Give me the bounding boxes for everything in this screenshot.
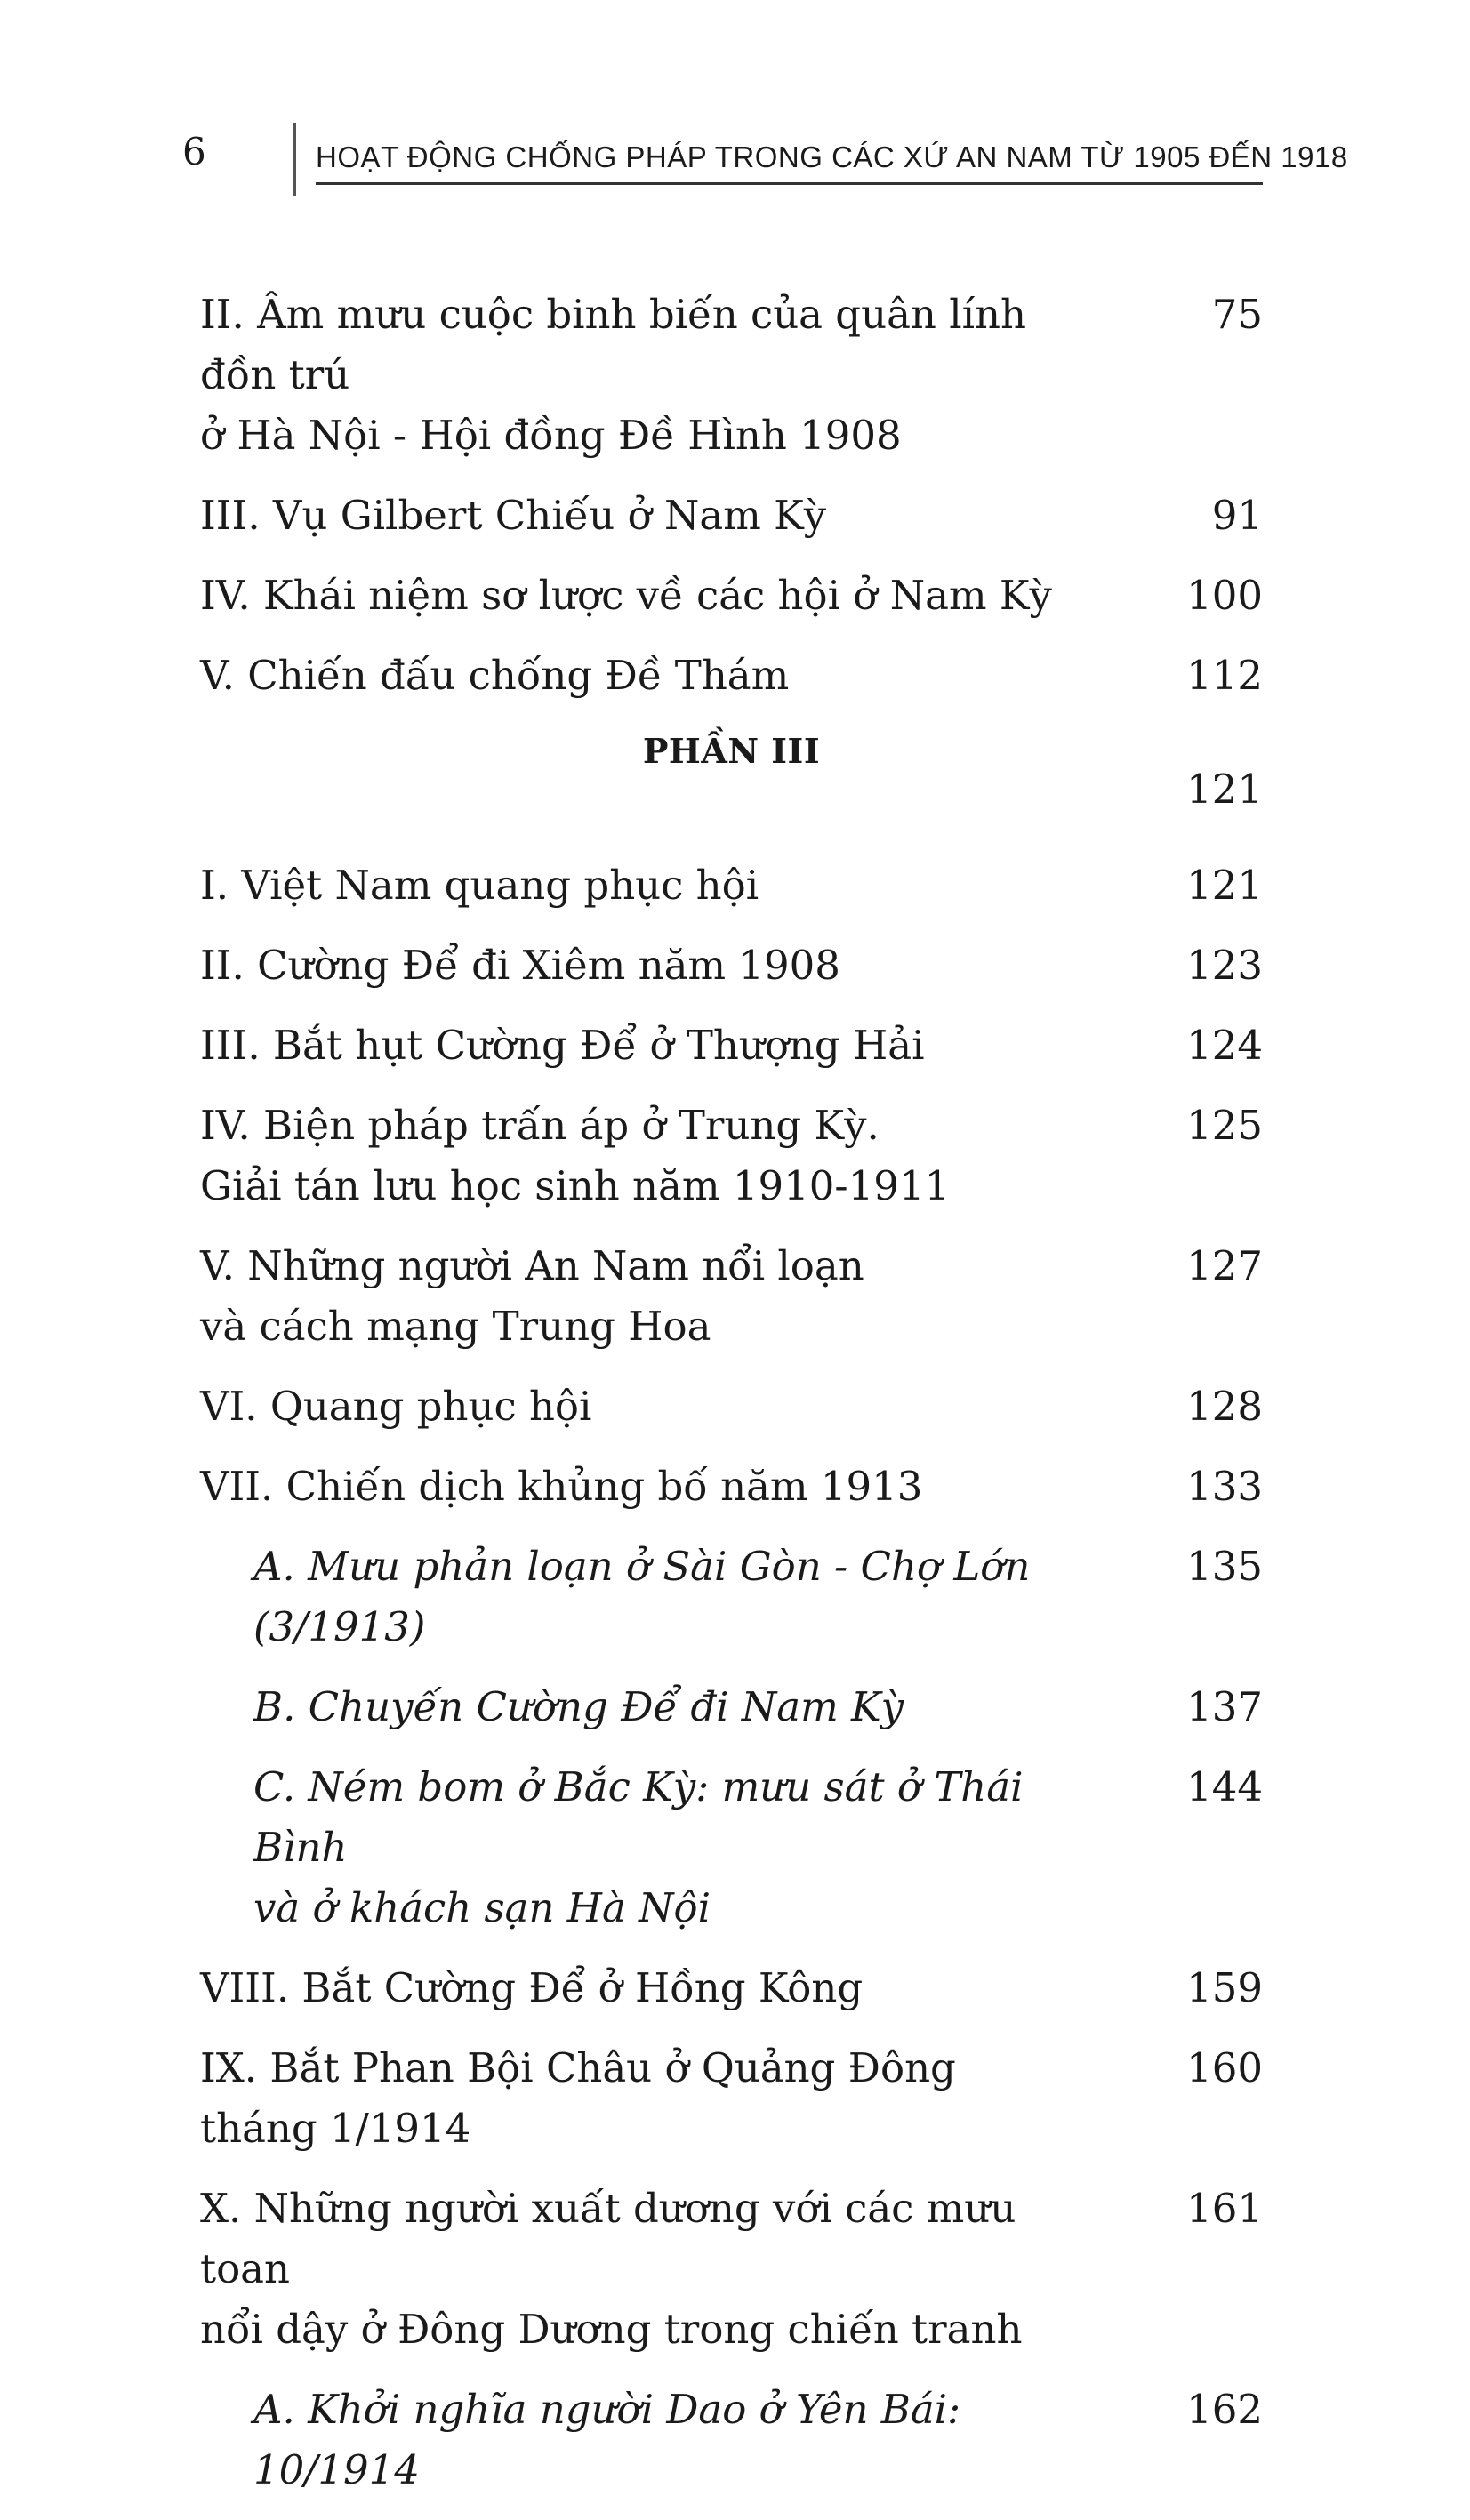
toc-entry-title-line: V. Chiến đấu chống Đề Thám [200, 652, 790, 699]
toc-entry-page: 135 [1186, 1543, 1263, 1590]
toc-entry-page: 144 [1186, 1763, 1263, 1810]
toc-entry-title-line: IV. Biện pháp trấn áp ở Trung Kỳ. [200, 1102, 880, 1149]
toc-entry-title [200, 1236, 1089, 1357]
toc-entry-title-line: IV. Khái niệm sơ lược về các hội ở Nam Kỳ [200, 572, 1052, 619]
toc-entry-title [200, 285, 1089, 466]
toc-entry-title [200, 1015, 1089, 1076]
toc-entry-page: 75 [1211, 291, 1263, 338]
page-number: 6 [182, 130, 206, 173]
toc-entry-title-line: VII. Chiến dịch khủng bố năm 1913 [200, 1463, 923, 1510]
toc-entries-after [200, 855, 1263, 2500]
header-underline [316, 182, 1263, 185]
toc-entry-title-line: III. Bắt hụt Cường Để ở Thượng Hải [200, 1022, 925, 1069]
toc-entry-page: 91 [1211, 492, 1263, 539]
toc-entry-title [200, 1958, 1089, 2018]
toc-entry-page: 100 [1186, 572, 1263, 619]
toc-entry-title-line: I. Việt Nam quang phục hội [200, 862, 759, 909]
toc-entry-title-line: nổi dậy ở Đông Dương trong chiến tranh [200, 2306, 1023, 2353]
toc-entry-title [200, 2038, 1089, 2159]
section-heading-label: PHẦN III [642, 731, 821, 771]
toc-entry-page: 112 [1186, 652, 1263, 699]
toc-entry-page: 123 [1186, 942, 1263, 989]
toc-entry-title [200, 1095, 1089, 1216]
toc-entry-page: 159 [1186, 1964, 1263, 2011]
toc-entry-title [200, 2179, 1089, 2360]
toc-entry [200, 1015, 1263, 1076]
toc-subentry [200, 2380, 1263, 2500]
toc-entry-title [200, 1677, 1089, 1738]
toc-entry-title-line: và cách mạng Trung Hoa [200, 1303, 711, 1350]
toc-entry-title [200, 2380, 1089, 2500]
toc-entry-title-line: X. Những người xuất dương với các mưu toan [200, 2185, 1016, 2292]
toc-entries-before [200, 285, 1263, 706]
toc-entry-title [200, 566, 1089, 626]
toc-entry [200, 935, 1263, 996]
toc-entry-title [200, 646, 1089, 706]
toc-entry-page: 124 [1186, 1022, 1263, 1069]
toc-entry-title-line: B. Chuyến Cường Để đi Nam Kỳ [253, 1683, 904, 1730]
toc-entry-title [200, 486, 1089, 546]
toc-entry-title [200, 1757, 1089, 1938]
toc-entry-title-line: tháng 1/1914 [200, 2105, 471, 2152]
toc-entry [200, 855, 1263, 916]
toc-entry [200, 1236, 1263, 1357]
toc-entry-title [200, 1376, 1089, 1437]
toc-entry-title-line: III. Vụ Gilbert Chiếu ở Nam Kỳ [200, 492, 827, 539]
toc-entry [200, 566, 1263, 626]
toc-entry-title-line: II. Âm mưu cuộc binh biến của quân lính đồn trú [200, 291, 1026, 398]
toc-entry-page: 125 [1186, 1102, 1263, 1149]
toc-entry-title-line: A. Mưu phản loạn ở Sài Gòn - Chợ Lớn (3/1913) [253, 1543, 1031, 1650]
toc-entry-page: 121 [1186, 862, 1263, 909]
table-of-contents [200, 285, 1263, 2520]
toc-entry-page: 137 [1186, 1683, 1263, 1730]
toc-entry-title [200, 1537, 1089, 1657]
toc-entry-page: 128 [1186, 1383, 1263, 1430]
toc-entry-page: 133 [1186, 1463, 1263, 1510]
toc-entry-title [200, 935, 1089, 996]
toc-entry [200, 1376, 1263, 1437]
toc-entry-title-line: A. Khởi nghĩa người Dao ở Yên Bái: 10/1914 [253, 2386, 961, 2493]
toc-entry [200, 2038, 1263, 2159]
toc-entry [200, 285, 1263, 466]
toc-entry-title-line: II. Cường Để đi Xiêm năm 1908 [200, 942, 840, 989]
toc-entry [200, 486, 1263, 546]
toc-entry [200, 1457, 1263, 1517]
toc-entry [200, 1958, 1263, 2018]
toc-entry-title-line: và ở khách sạn Hà Nội [253, 1884, 711, 1931]
toc-subentry [200, 1757, 1263, 1938]
toc-entry-title-line: IX. Bắt Phan Bội Châu ở Quảng Đông [200, 2044, 956, 2091]
toc-entry-title [200, 1457, 1089, 1517]
toc-entry-page: 162 [1186, 2386, 1263, 2433]
toc-entry-title-line: ở Hà Nội - Hội đồng Đề Hình 1908 [200, 412, 902, 459]
toc-subentry [200, 1537, 1263, 1657]
section-heading [200, 731, 1263, 855]
toc-entry-page: 160 [1186, 2044, 1263, 2091]
toc-entry-page: 127 [1186, 1242, 1263, 1289]
section-heading-page: 121 [1186, 766, 1263, 813]
toc-subentry [200, 1677, 1263, 1738]
toc-entry [200, 1095, 1263, 1216]
toc-entry-title [200, 855, 1089, 916]
toc-entry-title-line: Giải tán lưu học sinh năm 1910-1911 [200, 1162, 951, 1209]
toc-entry-title-line: V. Những người An Nam nổi loạn [200, 1242, 864, 1289]
toc-entry-title-line: VIII. Bắt Cường Để ở Hồng Kông [200, 1964, 864, 2011]
header-divider-vertical [293, 123, 296, 196]
toc-entry-page: 161 [1186, 2185, 1263, 2232]
running-header-title: HOẠT ĐỘNG CHỐNG PHÁP TRONG CÁC XỨ AN NAM TỪ 1905 ĐẾN 1918 [316, 140, 1348, 173]
toc-entry [200, 646, 1263, 706]
toc-entry-title-line: VI. Quang phục hội [200, 1383, 592, 1430]
toc-entry [200, 2179, 1263, 2360]
toc-entry-title-line: C. Ném bom ở Bắc Kỳ: mưu sát ở Thái Bình [253, 1763, 1024, 1871]
